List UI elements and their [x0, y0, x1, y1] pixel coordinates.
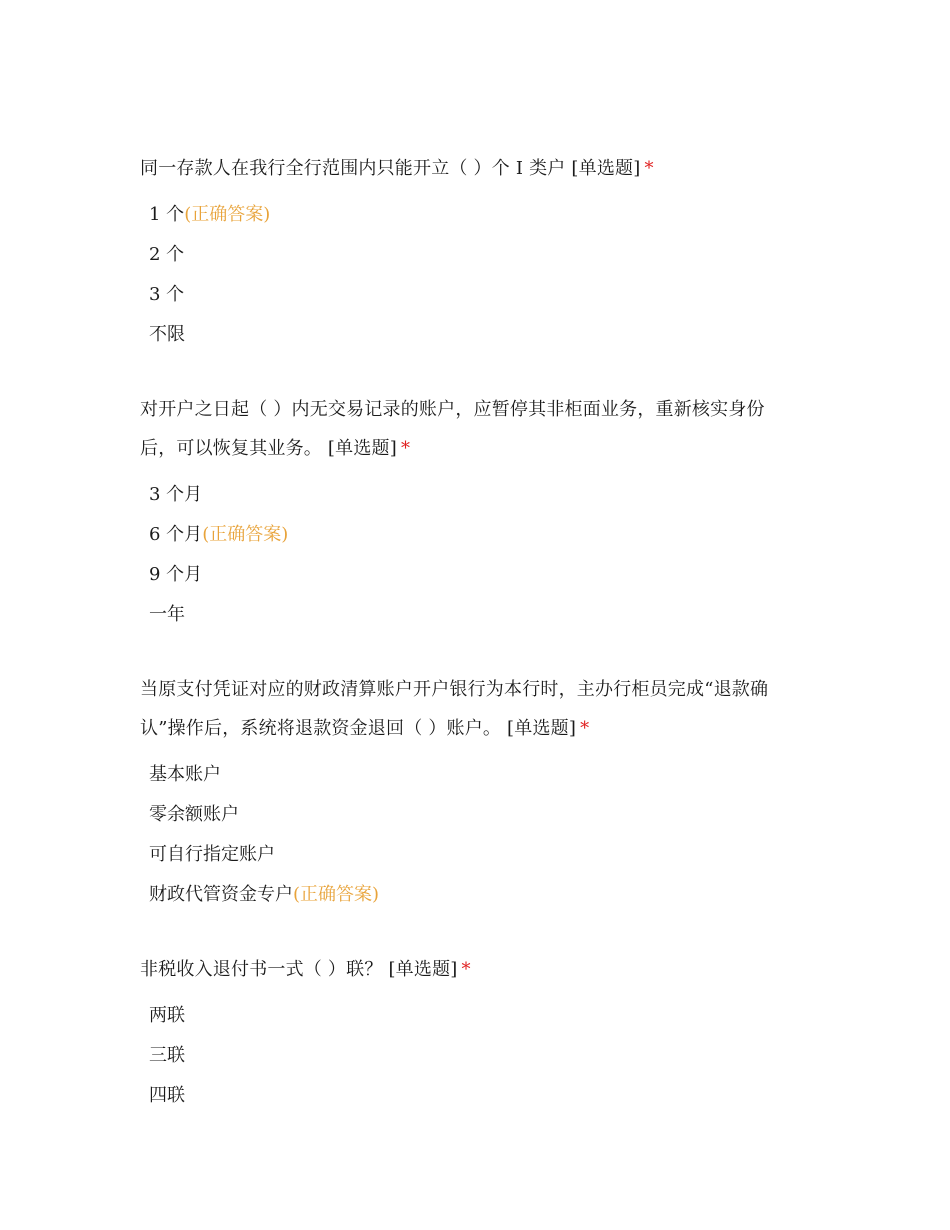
question-4	[140, 950, 800, 1116]
options-list	[140, 996, 800, 1116]
correct-answer-note: (正确答案)	[184, 204, 271, 225]
option-label: 一年	[149, 604, 185, 625]
question-text: 对开户之日起（ ）内无交易记录的账户，应暂停其非柜面业务，重新核实身份后，可以恢复其业务。	[140, 399, 765, 459]
option-label: 零余额账户	[149, 804, 239, 825]
option-label: 两联	[149, 1005, 185, 1026]
option-label: 可自行指定账户	[149, 844, 275, 865]
option-label: 不限	[149, 324, 185, 345]
question-title	[140, 390, 800, 468]
option-label: 四联	[149, 1085, 185, 1106]
option-item[interactable]	[140, 996, 800, 1036]
option-item[interactable]	[140, 1036, 800, 1076]
option-item[interactable]	[140, 515, 800, 555]
option-item[interactable]	[140, 555, 800, 595]
correct-answer-note: (正确答案)	[202, 524, 289, 545]
question-text: 同一存款人在我行全行范围内只能开立（ ）个 I 类户	[140, 158, 566, 179]
option-label: 1 个	[149, 204, 185, 225]
option-label: 3 个	[149, 284, 185, 305]
option-item[interactable]	[140, 875, 800, 915]
question-title	[140, 670, 800, 748]
option-item[interactable]	[140, 315, 800, 355]
correct-answer-note: (正确答案)	[293, 884, 380, 905]
option-item[interactable]	[140, 795, 800, 835]
option-item[interactable]	[140, 235, 800, 275]
option-label: 3 个月	[149, 484, 203, 505]
question-text: 非税收入退付书一式（ ）联？	[140, 959, 383, 980]
required-asterisk: *	[580, 718, 590, 739]
option-item[interactable]	[140, 835, 800, 875]
question-text: 当原支付凭证对应的财政清算账户开户银行为本行时，主办行柜员完成“退款确认”操作后，系统将退款资金退回（ ）账户。	[140, 679, 769, 739]
option-item[interactable]	[140, 755, 800, 795]
option-label: 6 个月	[149, 524, 203, 545]
option-label: 9 个月	[149, 564, 203, 585]
options-list	[140, 755, 800, 915]
option-item[interactable]	[140, 1076, 800, 1116]
question-1	[140, 149, 800, 355]
option-item[interactable]	[140, 475, 800, 515]
option-item[interactable]	[140, 195, 800, 235]
required-asterisk: *	[644, 158, 654, 179]
question-title	[140, 950, 800, 989]
required-asterisk: *	[461, 959, 471, 980]
question-2	[140, 390, 800, 635]
question-type-tag: [单选题]	[327, 438, 397, 459]
option-item[interactable]	[140, 595, 800, 635]
question-title	[140, 149, 800, 188]
option-label: 三联	[149, 1045, 185, 1066]
option-label: 财政代管资金专户	[149, 884, 293, 905]
question-type-tag: [单选题]	[507, 718, 577, 739]
required-asterisk: *	[400, 438, 411, 459]
option-item[interactable]	[140, 275, 800, 315]
option-label: 2 个	[149, 244, 185, 265]
question-3	[140, 670, 800, 915]
options-list	[140, 475, 800, 635]
question-type-tag: [单选题]	[388, 959, 458, 980]
options-list	[140, 195, 800, 355]
question-type-tag: [单选题]	[571, 158, 641, 179]
option-label: 基本账户	[149, 764, 221, 785]
